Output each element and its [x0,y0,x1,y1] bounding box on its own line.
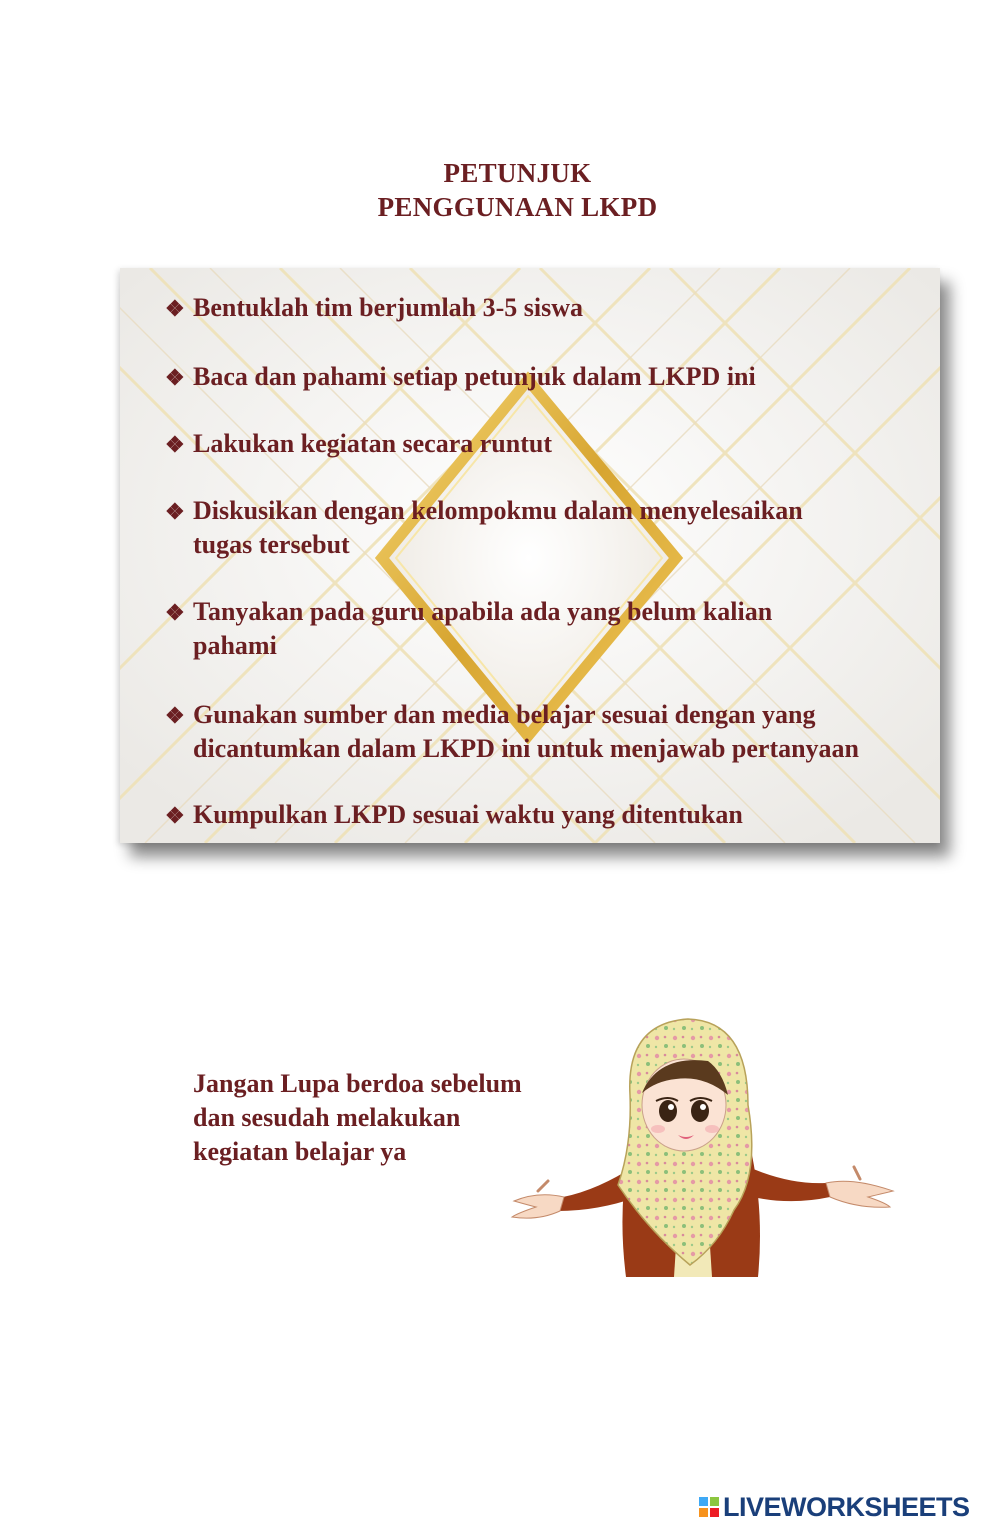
instruction-text: Kumpulkan LKPD sesuai waktu yang ditentukan [193,800,743,829]
diamond-cluster-icon: ❖ [165,296,185,321]
instruction-text: Baca dan pahami setiap petunjuk dalam LKPD ini [193,362,756,391]
diamond-cluster-icon: ❖ [165,600,185,625]
title-line-2: PENGGUNAAN LKPD [377,192,658,222]
diamond-cluster-icon: ❖ [165,803,185,828]
instruction-item [165,291,583,326]
liveworksheets-logo-icon [698,1496,720,1518]
instruction-item [165,360,756,395]
instruction-item [165,595,772,663]
instruction-text-cont: tugas tersebut [193,530,350,559]
instruction-text: Gunakan sumber dan media belajar sesuai dengan yang [193,700,816,729]
reminder-line: Jangan Lupa berdoa sebelum [193,1069,522,1098]
instruction-item [165,698,859,766]
instruction-item [165,494,803,562]
liveworksheets-logo [698,1490,970,1524]
hijab-girl-illustration [508,1015,898,1280]
instruction-item [165,427,552,462]
diamond-cluster-icon: ❖ [165,432,185,457]
page-title [0,156,1000,224]
title-line-1: PETUNJUK [443,158,592,188]
brand-name: LIVEWORKSHEETS [723,1491,970,1522]
diamond-cluster-icon: ❖ [165,365,185,390]
instructions-card [120,268,940,843]
reminder-line: kegiatan belajar ya [193,1137,407,1166]
instruction-text: Lakukan kegiatan secara runtut [193,429,552,458]
reminder-line: dan sesudah melakukan [193,1103,461,1132]
instruction-text: Tanyakan pada guru apabila ada yang belum kalian [193,597,773,626]
instruction-text-cont: pahami [193,631,277,660]
diamond-cluster-icon: ❖ [165,499,185,524]
instruction-text: Bentuklah tim berjumlah 3-5 siswa [193,293,584,322]
instruction-list [120,268,950,843]
instruction-text: Diskusikan dengan kelompokmu dalam menyelesaikan [193,496,803,525]
instruction-text-cont: dicantumkan dalam LKPD ini untuk menjawab pertanyaan [193,734,860,763]
instruction-item [165,798,743,833]
diamond-cluster-icon: ❖ [165,703,185,728]
